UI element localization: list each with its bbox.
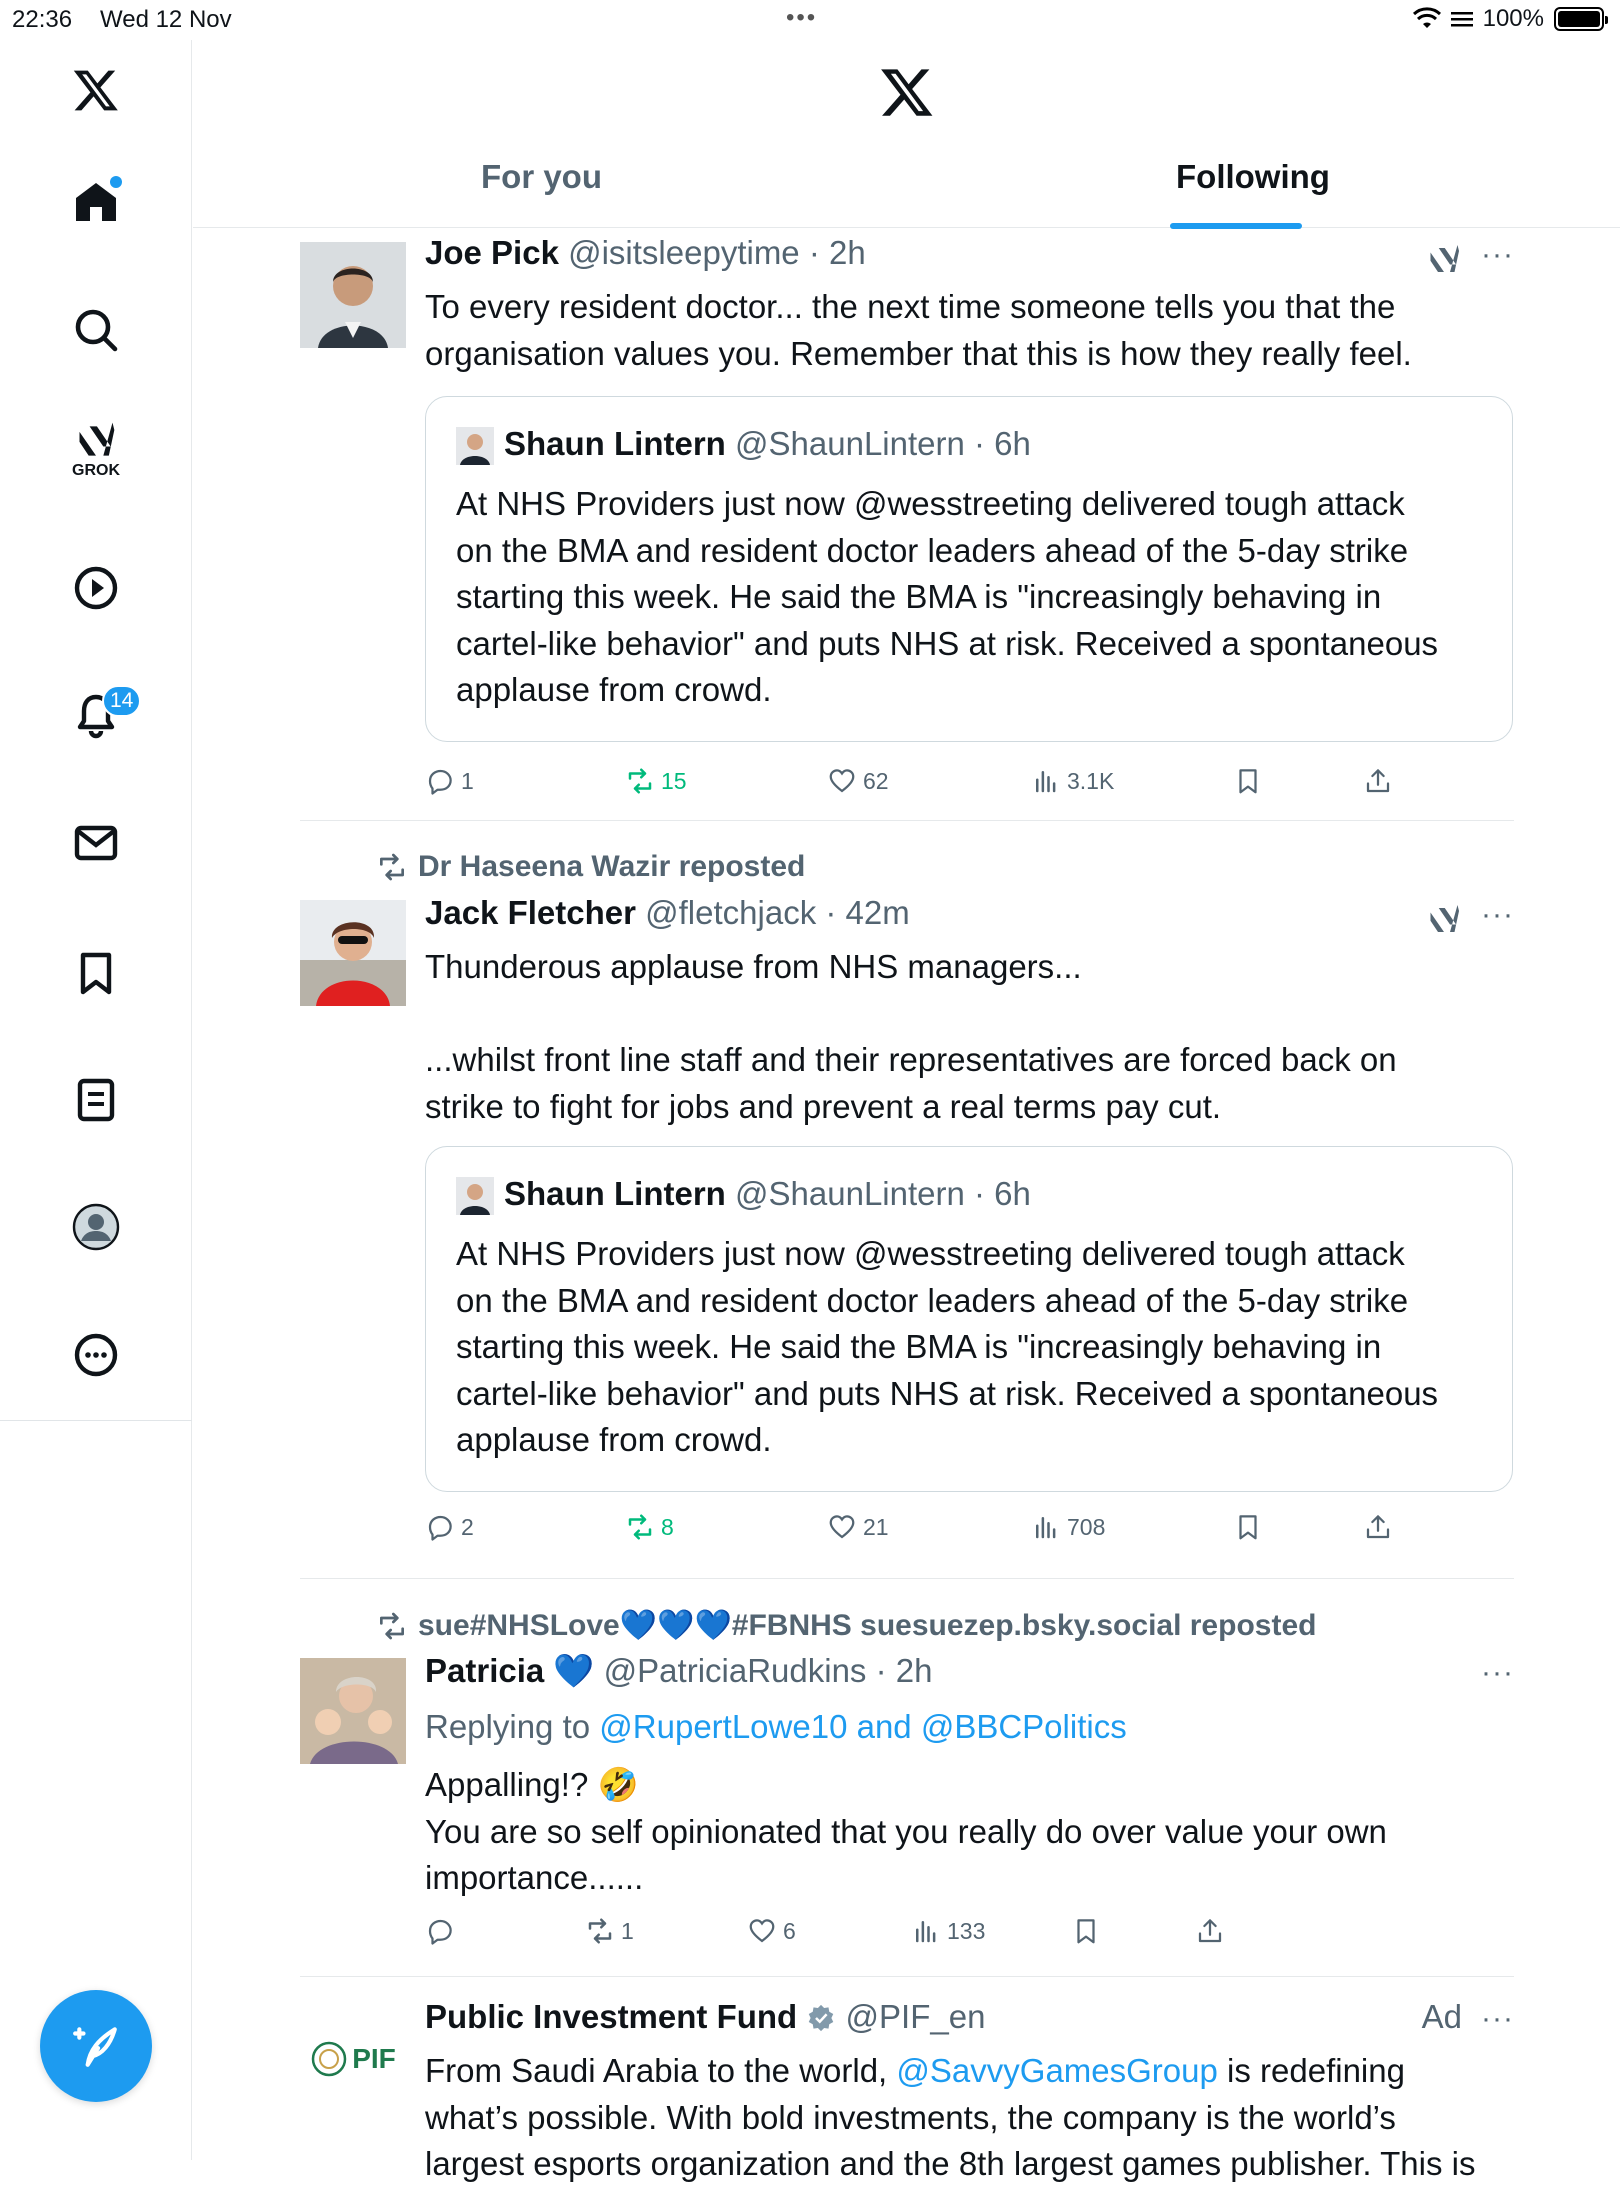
quoted-post-time: · 6h xyxy=(974,1175,1031,1212)
view-count: 708 xyxy=(1067,1513,1106,1540)
replying-to-label: Replying to xyxy=(425,1708,591,1745)
quoted-text-line: starting this week. He said the BMA is "increasingly behaving in xyxy=(456,578,1382,615)
sidebar xyxy=(0,40,192,2160)
like-button[interactable] xyxy=(827,1512,889,1542)
share-icon xyxy=(1363,766,1393,796)
home-icon[interactable] xyxy=(66,172,126,232)
post-text xyxy=(425,944,1485,1130)
post-text xyxy=(425,1762,1485,1902)
ad-label: Ad xyxy=(1421,1998,1462,2035)
post-text xyxy=(425,284,1485,377)
repost-icon xyxy=(585,1916,615,1946)
post-text-segment: is redefining xyxy=(1227,2052,1405,2089)
pif-logo-text: PIF xyxy=(352,2043,396,2074)
wifi-icon xyxy=(1413,8,1441,30)
timeline-header xyxy=(193,40,1620,228)
repost-button[interactable] xyxy=(585,1916,634,1946)
post-divider xyxy=(300,820,1514,821)
post-patricia[interactable] xyxy=(300,1606,1514,1966)
post-actions xyxy=(425,1512,1425,1552)
reposted-by-text: Dr Haseena Wazir reposted xyxy=(418,850,806,883)
tab-for-you[interactable]: For you xyxy=(481,158,602,195)
repost-icon xyxy=(376,851,408,883)
reply-button[interactable] xyxy=(425,766,474,796)
status-bar xyxy=(0,0,1620,40)
post-text xyxy=(425,2048,1485,2188)
share-button[interactable] xyxy=(1195,1916,1225,1946)
quoted-post-time: · 6h xyxy=(974,425,1031,462)
x-logo-icon[interactable] xyxy=(66,60,126,120)
share-icon xyxy=(1363,1512,1393,1542)
quoted-text-line: on the BMA and resident doctor leaders ahead of the 5-day strike xyxy=(456,531,1409,569)
more-options-icon[interactable] xyxy=(66,1325,126,1385)
reposted-by-text: sue#NHSLove💙💙💙#FBNHS suesuezep.bsky.social reposted xyxy=(418,1609,1317,1642)
share-icon xyxy=(1195,1916,1225,1946)
repost-button[interactable] xyxy=(625,766,687,796)
post-text-line: Appalling!? 🤣 xyxy=(425,1766,639,1803)
battery-icon xyxy=(1554,7,1604,31)
reply-icon xyxy=(425,1512,455,1542)
post-time[interactable]: · 2h xyxy=(808,234,866,271)
repost-count: 1 xyxy=(621,1917,634,1944)
post-text-line: largest esports organization and the 8th largest games publisher. This is xyxy=(425,2145,1476,2182)
post-actions xyxy=(425,1916,1425,1956)
search-icon[interactable] xyxy=(66,300,126,360)
quoted-text-line: At NHS Providers just now @wesstreeting delivered tough attack xyxy=(456,1235,1405,1272)
quoted-text xyxy=(456,481,1496,714)
bookmark-button[interactable] xyxy=(1071,1916,1101,1946)
grok-icon[interactable] xyxy=(66,418,126,478)
video-play-icon[interactable] xyxy=(66,558,126,618)
quoted-text-line: cartel-like behavior" and puts NHS at risk. Received a spontaneous xyxy=(456,1374,1439,1412)
like-button[interactable] xyxy=(827,766,889,796)
bookmarks-icon[interactable] xyxy=(66,943,126,1003)
reply-count: 1 xyxy=(461,767,474,794)
like-button[interactable] xyxy=(747,1916,796,1946)
replying-to-row xyxy=(425,1704,1485,1751)
share-button[interactable] xyxy=(1363,766,1393,796)
author-handle[interactable]: @PatriciaRudkins xyxy=(603,1652,867,1689)
notifications-bell-icon[interactable] xyxy=(66,685,134,745)
author-handle[interactable]: @fletchjack xyxy=(645,894,817,931)
author-handle[interactable]: @isitsleepytime xyxy=(568,234,800,271)
analytics-icon xyxy=(1031,1512,1061,1542)
more-options-icon[interactable]: ··· xyxy=(1481,1656,1514,1689)
post-text-line: To every resident doctor... the next time someone tells you that the xyxy=(425,288,1396,325)
view-count: 3.1K xyxy=(1067,767,1115,794)
quoted-author-name: Shaun Lintern xyxy=(504,425,726,462)
post-jack-fletcher[interactable] xyxy=(300,848,1514,1568)
quoted-author-row xyxy=(504,425,1031,463)
reply-icon xyxy=(425,766,455,796)
like-count: 6 xyxy=(783,1917,796,1944)
post-divider xyxy=(300,1976,1514,1977)
quoted-text-line: starting this week. He said the BMA is "increasingly behaving in xyxy=(456,1328,1382,1365)
bookmark-icon xyxy=(1233,1512,1263,1542)
quoted-author-handle: @ShaunLintern xyxy=(735,1175,965,1212)
more-options-icon[interactable]: ··· xyxy=(1481,898,1514,931)
quoted-author-handle: @ShaunLintern xyxy=(735,425,965,462)
heart-icon xyxy=(827,1512,857,1542)
post-author-row xyxy=(425,894,910,932)
profile-avatar-icon[interactable] xyxy=(66,1197,126,1257)
status-right xyxy=(1413,5,1604,33)
author-name[interactable]: Joe Pick xyxy=(425,234,559,271)
quoted-text xyxy=(456,1231,1496,1464)
quoted-post[interactable] xyxy=(425,1146,1513,1492)
grok-explain-icon[interactable] xyxy=(1426,242,1462,278)
list-icon xyxy=(1451,9,1473,29)
post-time[interactable]: · 42m xyxy=(825,894,910,931)
bookmark-button[interactable] xyxy=(1233,766,1263,796)
pif-logo[interactable] xyxy=(300,2006,406,2112)
views-button[interactable] xyxy=(1031,1512,1105,1542)
avatar[interactable] xyxy=(300,900,406,1006)
like-count: 21 xyxy=(863,1513,889,1540)
post-divider xyxy=(300,1578,1514,1579)
replying-to-handles[interactable]: @RupertLowe10 and @BBCPolitics xyxy=(599,1708,1127,1745)
sidebar-separator xyxy=(0,1420,192,1421)
post-text-line: You are so self opinionated that you really do over value your own xyxy=(425,1812,1387,1850)
heart-icon xyxy=(747,1916,777,1946)
quoted-post[interactable] xyxy=(425,396,1513,742)
post-author-row xyxy=(425,1652,932,1691)
bookmark-icon xyxy=(1233,766,1263,796)
mention-link[interactable]: @SavvyGamesGroup xyxy=(896,2052,1218,2089)
post-author-row xyxy=(425,1998,985,2036)
author-name[interactable]: Public Investment Fund xyxy=(425,1998,798,2035)
post-text-line: strike to fight for jobs and prevent a real terms pay cut. xyxy=(425,1087,1222,1125)
status-time: 22:36 xyxy=(12,6,73,33)
tab-following[interactable]: Following xyxy=(1176,158,1330,195)
post-time[interactable]: · 2h xyxy=(875,1652,933,1689)
analytics-icon xyxy=(911,1916,941,1946)
feather-plus-icon xyxy=(71,2021,121,2071)
bookmark-button[interactable] xyxy=(1233,1512,1263,1542)
grok-label: GROK xyxy=(72,462,120,479)
author-name[interactable]: Patricia 💙 xyxy=(425,1652,595,1689)
post-text-blank xyxy=(425,991,1485,1038)
post-actions xyxy=(425,766,1425,806)
more-options-icon[interactable]: ··· xyxy=(1481,238,1514,271)
reply-button[interactable] xyxy=(425,1512,474,1542)
author-name[interactable]: Jack Fletcher xyxy=(425,894,636,931)
repost-count: 15 xyxy=(661,767,687,794)
bookmark-icon xyxy=(1071,1916,1101,1946)
repost-icon xyxy=(625,1512,655,1542)
views-button[interactable] xyxy=(911,1916,985,1946)
quoted-text-line: applause from crowd. xyxy=(456,1421,772,1458)
post-joe-pick[interactable] xyxy=(300,228,1514,818)
pif-emblem-icon xyxy=(310,2040,348,2078)
notifications-count-badge: 14 xyxy=(102,685,141,717)
share-button[interactable] xyxy=(1363,1512,1393,1542)
quoted-text-line: on the BMA and resident doctor leaders ahead of the 5-day strike xyxy=(456,1281,1409,1319)
messages-envelope-icon[interactable] xyxy=(66,813,126,873)
quoted-author-row xyxy=(504,1175,1031,1213)
post-text-line xyxy=(425,2048,1485,2095)
like-count: 62 xyxy=(863,767,889,794)
post-author-row xyxy=(425,234,866,272)
analytics-icon xyxy=(1031,766,1061,796)
quoted-author-name: Shaun Lintern xyxy=(504,1175,726,1212)
verified-badge-icon xyxy=(806,2003,836,2033)
views-button[interactable] xyxy=(1031,766,1114,796)
reposted-by-row[interactable] xyxy=(376,1608,1316,1643)
status-date: Wed 12 Nov xyxy=(100,6,232,33)
avatar[interactable] xyxy=(300,1658,406,1764)
view-count: 133 xyxy=(947,1917,986,1944)
post-text-line: ...whilst front line staff and their representatives are forced back on xyxy=(425,1041,1397,1078)
multitasking-dots-icon[interactable]: ••• xyxy=(786,4,818,31)
x-logo-icon[interactable] xyxy=(879,64,935,120)
author-handle[interactable]: @PIF_en xyxy=(845,1998,986,2035)
repost-icon xyxy=(625,766,655,796)
quoted-text-line: cartel-like behavior" and puts NHS at risk. Received a spontaneous xyxy=(456,624,1439,662)
grok-explain-icon[interactable] xyxy=(1426,902,1462,938)
repost-count: 8 xyxy=(661,1513,674,1540)
lists-icon[interactable] xyxy=(66,1070,126,1130)
reposted-by-row[interactable] xyxy=(376,850,805,884)
compose-post-button[interactable] xyxy=(40,1990,152,2102)
more-options-icon[interactable]: ··· xyxy=(1481,2002,1514,2035)
reply-icon xyxy=(425,1916,455,1946)
avatar[interactable] xyxy=(300,242,406,348)
quoted-avatar xyxy=(456,427,494,465)
post-text-line: organisation values you. Remember that this is how they really feel. xyxy=(425,334,1412,372)
quoted-avatar xyxy=(456,1177,494,1215)
heart-icon xyxy=(827,766,857,796)
battery-percent: 100% xyxy=(1482,5,1544,32)
home-unread-dot xyxy=(110,176,122,188)
post-text-line: importance...... xyxy=(425,1859,644,1896)
quoted-text-line: applause from crowd. xyxy=(456,671,772,708)
post-text-line: Thunderous applause from NHS managers... xyxy=(425,948,1082,985)
post-text-segment: From Saudi Arabia to the world, xyxy=(425,2052,888,2089)
quoted-text-line: At NHS Providers just now @wesstreeting delivered tough attack xyxy=(456,485,1405,522)
post-public-investment-fund[interactable] xyxy=(300,1992,1514,2182)
reply-count: 2 xyxy=(461,1513,474,1540)
repost-button[interactable] xyxy=(625,1512,674,1542)
repost-icon xyxy=(376,1610,408,1642)
post-text-line: what’s possible. With bold investments, the company is the world’s xyxy=(425,2098,1396,2136)
reply-button[interactable] xyxy=(425,1916,455,1946)
